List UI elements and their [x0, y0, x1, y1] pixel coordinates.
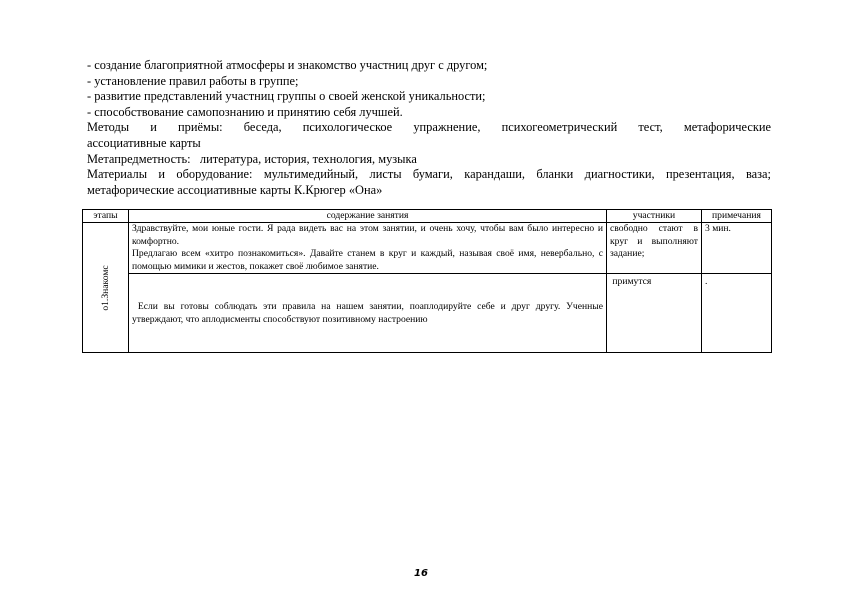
page-number: 16 [414, 568, 428, 579]
notes-cell: . [702, 274, 772, 353]
meta-subject-line: Метапредметность: литература, история, технология, музыка [87, 151, 417, 166]
methods-line-2: ассоциативные карты [87, 135, 201, 150]
materials-line-1: Материалы и оборудование: мультимедийный, листы бумаги, карандаши, бланки диагностики, презентация, ваза; [87, 167, 771, 182]
notes-cell: 3 мин. [702, 223, 772, 274]
header-participants: участники [607, 210, 702, 223]
content-cell [129, 223, 607, 274]
participants-cell: примутся [607, 274, 702, 353]
content-paragraph: Предлагаю всем «хитро познакомиться». Давайте станем в круг и каждый, называя своё имя, невербально, с помощью мимики и жестов, покажет своё любимое занятие. [132, 248, 603, 272]
lesson-plan-table [82, 209, 772, 353]
content-paragraph: Если вы готовы соблюдать эти правила на нашем занятии, поаплодируйте себе и друг другу. Ученные утверждают, что аплодисменты способствуют позитивному настроению [132, 301, 606, 325]
materials-line-2: метафорические ассоциативные карты К.Крюгер «Она» [87, 182, 383, 197]
content-paragraph: Здравствуйте, мои юные гости. Я рада видеть вас на этом занятии, и очень хочу, чтобы вам было интересно и комфортно. [132, 223, 603, 247]
table-row [83, 223, 772, 274]
table-row [83, 274, 772, 353]
header-stages: этапы [83, 210, 129, 223]
stage-label: о1.Знакомс [99, 264, 111, 311]
goal-item: - способствование самопознанию и принятию себя лучшей. [87, 104, 403, 119]
content-cell [129, 274, 607, 353]
stage-cell [83, 223, 129, 353]
participants-cell: свободно стают в круг и выполняют задание; [607, 223, 702, 274]
goal-item: - установление правил работы в группе; [87, 73, 299, 88]
header-notes: примечания [702, 210, 772, 223]
table-header-row [83, 210, 772, 223]
lesson-goals-block [87, 58, 771, 198]
goal-item: - создание благоприятной атмосферы и знакомство участниц друг с другом; [87, 58, 488, 72]
header-content: содержание занятия [129, 210, 607, 223]
goal-item: - развитие представлений участниц группы о своей женской уникальности; [87, 89, 486, 104]
methods-line-1: Методы и приёмы: беседа, психологическое упражнение, психогеометрический тест, метафорические [87, 120, 771, 135]
